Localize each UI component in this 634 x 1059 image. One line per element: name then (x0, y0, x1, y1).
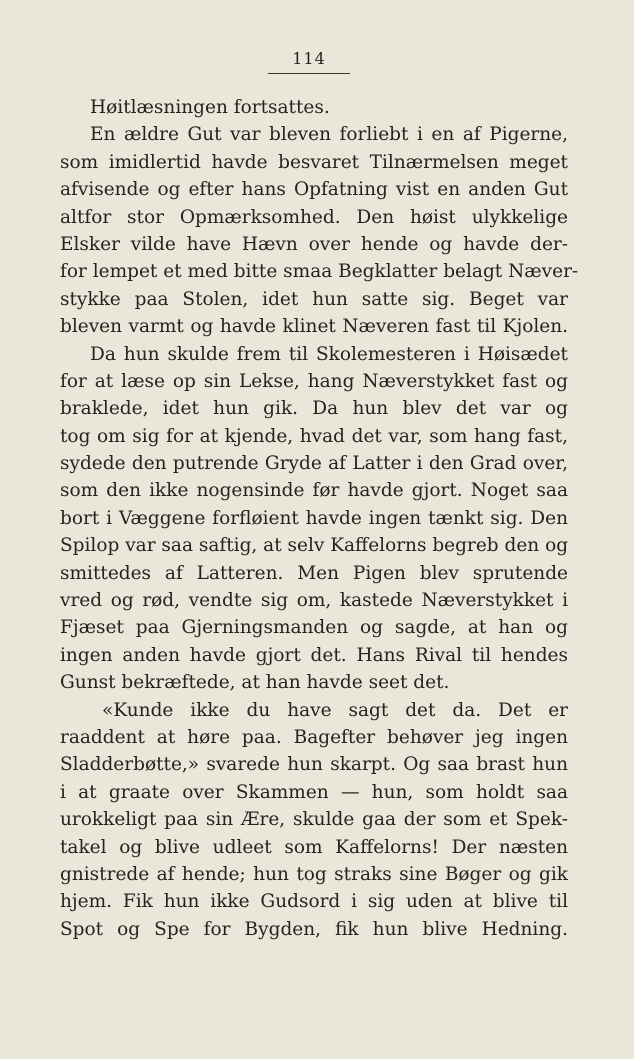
text-line: afvisende og efter hans Opfatning vist en anden Gut (60, 179, 568, 201)
page-number-rule (268, 73, 350, 74)
text-line: gnistrede af hende; hun tog straks sine Bøger og gik (60, 863, 568, 885)
text-line: Spilop var saa saftig, at selv Kaffelorns begreb den og (60, 535, 569, 557)
text-line: raaddent at høre paa. Bagefter behøver jeg ingen (60, 726, 568, 748)
text-line: vred og rød, vendte sig om, kastede Næverstykket i (60, 590, 568, 612)
text-line: Spot og Spe for Bygden, fik hun blive Hedning. (60, 918, 568, 940)
text-line: hjem. Fik hun ikke Gudsord i sig uden at blive til (60, 891, 568, 913)
text-line: takel og blive udleet som Kaffelorns! Der næsten (60, 836, 568, 858)
text-line: sydede den putrende Gryde af Latter i den Grad over, (60, 453, 568, 475)
text-line: i at graate over Skammen — hun, som holdt saa (60, 781, 568, 803)
text-line: tog om sig for at kjende, hvad det var, som hang fast, (60, 425, 568, 447)
text-line: som den ikke nogensinde før havde gjort. Noget saa (60, 480, 568, 502)
text-line: ingen anden havde gjort det. Hans Rival til hendes (60, 644, 568, 666)
body-text (60, 94, 579, 943)
text-line: stykke paa Stolen, idet hun satte sig. Beget var (60, 288, 568, 310)
text-line: altfor stor Opmærksomhed. Den høist ulykkelige (60, 206, 568, 228)
text-line: Fjæset paa Gjerningsmanden og sagde, at han og (60, 617, 568, 639)
text-line: for lempet et med bitte smaa Begklatter belagt Næver- (60, 261, 579, 283)
text-line: for at læse op sin Lekse, hang Næverstykket fast og (60, 370, 568, 392)
text-line: urokkeligt paa sin Ære, skulde gaa der som et Spek- (60, 809, 568, 831)
text-line: Høitlæsningen fortsattes. (90, 97, 330, 118)
text-line: Gunst bekræftede, at han havde seet det. (60, 672, 450, 694)
text-line: Elsker vilde have Hævn over hende og havde der- (60, 233, 568, 255)
text-line: Da hun skulde frem til Skolemesteren i Høisædet (90, 343, 568, 365)
text-line: En ældre Gut var bleven forliebt i en af Pigerne, (90, 124, 568, 146)
text-line: smittedes af Latteren. Men Pigen blev sprutende (60, 562, 568, 584)
text-line: «Kunde ikke du have sagt det da. Det er (102, 699, 568, 721)
text-line: bort i Væggene forfløient havde ingen tænkt sig. Den (60, 507, 568, 529)
page-number: 114 (292, 49, 326, 68)
text-line: Sladderbøtte,» svarede hun skarpt. Og saa brast hun (60, 754, 568, 776)
text-line: bleven varmt og havde klinet Næveren fast til Kjolen. (60, 316, 568, 338)
text-line: som imidlertid havde besvaret Tilnærmelsen meget (60, 151, 568, 173)
text-line: braklede, idet hun gik. Da hun blev det var og (60, 398, 568, 420)
